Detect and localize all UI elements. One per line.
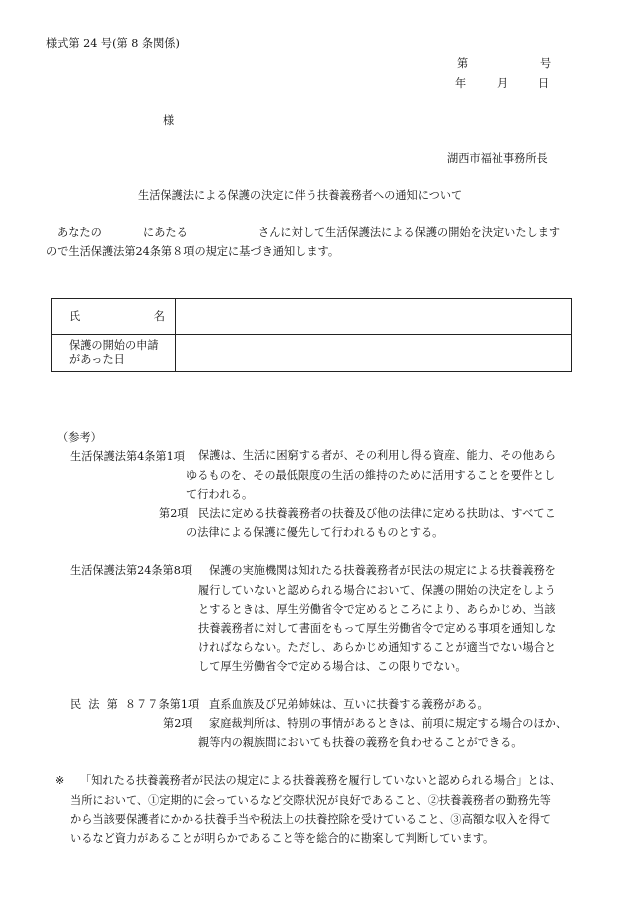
name-label-b: 名 — [153, 309, 165, 323]
note-line2: 当所において、①定期的に会っているなど交際状況が良好であること、②扶養義務者の勤務先等 — [70, 794, 551, 807]
art24-line1: 保護の実施機関は知れたる扶養義務者が民法の規定による扶養義務を — [209, 564, 556, 577]
issuer: 湖西市福祉事務所長 — [447, 152, 548, 165]
art24-line5: ければならない。ただし、あらかじめ通知することが適当でない場合と — [198, 641, 557, 654]
art4-p2-line1: 民法に定める扶養義務者の扶養及び他の法律に定める扶助は、すべてこ — [198, 507, 556, 520]
doc-number-suffix: 号 — [540, 57, 552, 70]
art24-line4: 扶養義務者に対して書面をもって厚生労働省令で定める事項を通知しな — [198, 622, 557, 635]
recipient-table — [51, 298, 572, 372]
civil-p1: 直系血族及び兄弟姉妹は、互いに扶養する義務がある。 — [209, 698, 489, 711]
note-mark: ※ — [55, 774, 65, 787]
art4-p1-line3: て行われる。 — [186, 488, 254, 501]
civil-title: 民 法 第 ８７７条第1項 — [70, 698, 200, 711]
note-line1: 「知れたる扶養義務者が民法の規定による扶養義務を履行していないと認められる場合」とは、 — [80, 774, 562, 787]
reference-heading: （参考） — [57, 431, 102, 444]
body-line2: ので生活保護法第24条第８項の規定に基づき通知します。 — [46, 245, 340, 258]
art4-paragraph1 — [198, 446, 556, 465]
name-label-cell — [52, 299, 176, 335]
art4-p1-line1: 保護は、生活に困窮する者が、その利用し得る資産、能力、その他あら — [198, 449, 557, 462]
note-line3: から当該要保護者にかかる扶養手当や税法上の扶養控除を受けていること、③高額な収入を得て — [70, 813, 552, 826]
civil-p2-line2: 親等内の親族間においても扶養の義務を負わせることができる。 — [198, 736, 523, 749]
date-day: 日 — [538, 77, 550, 90]
application-date-label-line2: があった日 — [69, 353, 125, 366]
art4-p2-line2: の法律による保護に優先して行われるものとする。 — [186, 526, 444, 539]
note-line4: いるなど資力があることが明らかであること等を総合的に勘案して判断しています。 — [70, 832, 495, 845]
document-title: 生活保護法による保護の決定に伴う扶養義務者への通知について — [138, 189, 463, 202]
body-relation: にあたる — [143, 226, 188, 239]
body-you: あなたの — [57, 226, 102, 239]
civil-p2-line1: 家庭裁判所は、特別の事情があるときは、前項に規定する場合のほか、 — [209, 717, 568, 730]
form-number: 様式第 24 号(第 8 条関係) — [46, 37, 180, 50]
application-date-label-cell — [52, 335, 176, 372]
name-label-a: 氏 — [69, 309, 81, 323]
body-rest-line1: さんに対して生活保護法による保護の開始を決定いたします — [258, 226, 561, 239]
civil-p2-label: 第2項 — [163, 717, 193, 730]
art24-line6: して厚生労働省令で定める場合は、この限りでない。 — [198, 660, 467, 673]
art4-p1-line2: ゆるものを、その最低限度の生活の維持のために活用することを要件とし — [186, 469, 556, 482]
art24-line2: 履行していないと認められる場合において、保護の開始の決定をしよう — [198, 584, 556, 597]
name-value-cell — [176, 299, 572, 335]
art4-title: 生活保護法第4条第1項 — [70, 450, 185, 463]
doc-number-prefix: 第 — [457, 57, 469, 70]
art4-p2-label: 第2項 — [159, 507, 189, 520]
art24-line3: とするときは、厚生労働省令で定めるところにより、あらかじめ、当該 — [198, 603, 556, 616]
date-year: 年 — [455, 77, 467, 90]
art24-title: 生活保護法第24条第8項 — [70, 564, 193, 577]
date-month: 月 — [497, 77, 509, 90]
application-date-label-line1: 保護の開始の申請 — [69, 339, 159, 352]
addressee-suffix: 様 — [163, 114, 175, 127]
application-date-value-cell — [176, 335, 572, 372]
